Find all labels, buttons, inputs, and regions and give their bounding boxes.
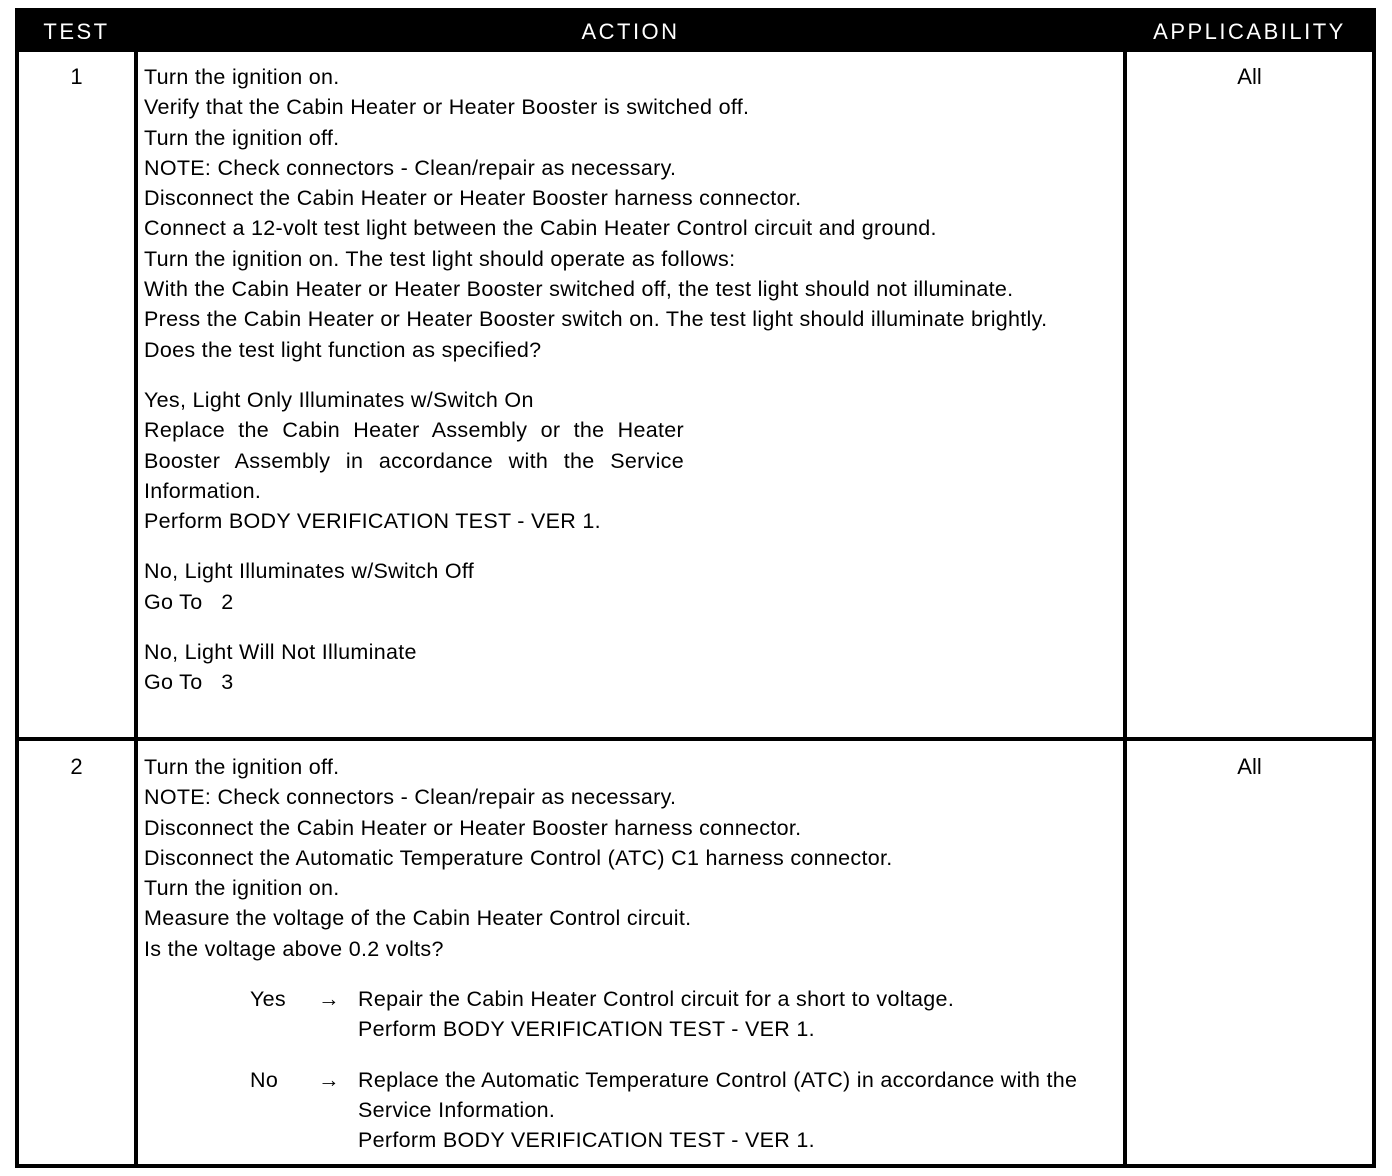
step-note: NOTE: Check connectors - Clean/repair as necessary. xyxy=(144,785,677,810)
step: With the Cabin Heater or Heater Booster switched off, the test light should not illuminate. xyxy=(144,277,1014,302)
outcome-line: Replace the Cabin Heater Assembly or the Heater Booster Assembly in accordance with the Service Information. xyxy=(144,418,684,503)
outcome-label: Yes xyxy=(250,987,286,1012)
header-test: TEST xyxy=(43,19,110,44)
outcome-label: No, Light Will Not Illuminate xyxy=(144,640,417,665)
outcome-line: Replace the Automatic Temperature Control (ATC) in accordance with the Service Information. xyxy=(358,1067,1078,1122)
outcome-label: Yes, Light Only Illuminates w/Switch On xyxy=(144,387,534,412)
outcome-line: Repair the Cabin Heater Control circuit for a short to voltage. xyxy=(358,987,955,1012)
step: Verify that the Cabin Heater or Heater Booster is switched off. xyxy=(144,95,750,120)
column-divider-test-action xyxy=(134,52,138,1164)
step: Turn the ignition on. xyxy=(144,876,340,901)
header-applicability: APPLICABILITY xyxy=(1153,19,1346,44)
goto-test-2[interactable]: Go To 2 xyxy=(144,589,234,614)
header-action: ACTION xyxy=(581,19,680,44)
outcome-yes xyxy=(250,984,1119,1045)
step-question: Does the test light function as specified? xyxy=(144,337,542,362)
step-question: Is the voltage above 0.2 volts? xyxy=(144,936,444,961)
diagnostic-table xyxy=(15,8,1376,1168)
step: Turn the ignition off. xyxy=(144,125,340,150)
step: Disconnect the Cabin Heater or Heater Booster harness connector. xyxy=(144,186,802,211)
arrow-right-icon: → xyxy=(318,987,340,1012)
step: Disconnect the Automatic Temperature Control (ATC) C1 harness connector. xyxy=(144,845,893,870)
step-note: NOTE: Check connectors - Clean/repair as necessary. xyxy=(144,155,677,180)
outcome-no xyxy=(250,1065,1119,1156)
column-divider-action-applicability xyxy=(1123,52,1127,1164)
outcome-line: Perform BODY VERIFICATION TEST - VER 1. xyxy=(358,1128,815,1153)
step: Turn the ignition on. The test light should operate as follows: xyxy=(144,246,736,271)
test-1-action xyxy=(144,62,1119,698)
test-2-action xyxy=(144,752,1119,1156)
outcome-label: No, Light Illuminates w/Switch Off xyxy=(144,559,475,584)
goto-test-3[interactable]: Go To 3 xyxy=(144,670,234,695)
step: Press the Cabin Heater or Heater Booster switch on. The test light should illuminate brightly. xyxy=(144,307,1048,332)
test-1-applicability: All xyxy=(1237,64,1262,89)
outcome-line: Perform BODY VERIFICATION TEST - VER 1. xyxy=(144,509,601,534)
step: Turn the ignition on. xyxy=(144,65,340,89)
arrow-right-icon: → xyxy=(318,1067,340,1092)
table-header xyxy=(19,12,1372,52)
row-divider xyxy=(19,737,1372,741)
step: Disconnect the Cabin Heater or Heater Booster harness connector. xyxy=(144,815,802,840)
test-2-applicability: All xyxy=(1237,754,1262,779)
test-2-number: 2 xyxy=(70,754,83,779)
step: Measure the voltage of the Cabin Heater Control circuit. xyxy=(144,906,692,931)
step: Turn the ignition off. xyxy=(144,755,340,779)
test-1-number: 1 xyxy=(70,64,83,89)
step: Connect a 12-volt test light between the Cabin Heater Control circuit and ground. xyxy=(144,216,937,241)
outcome-label: No xyxy=(250,1067,279,1092)
outcome-line: Perform BODY VERIFICATION TEST - VER 1. xyxy=(358,1017,815,1042)
